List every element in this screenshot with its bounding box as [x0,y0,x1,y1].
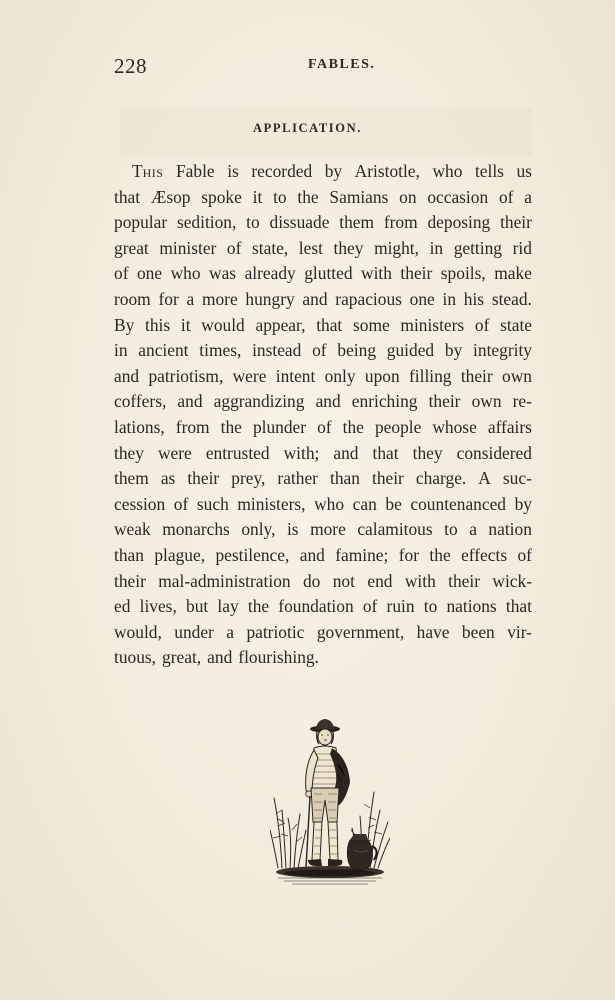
body-line: This Fable is recorded by Aristotle, who tells us [132,161,532,181]
body-line: their mal-administration do not end with their wick- [114,570,532,591]
body-line: would, under a patriotic government, have been vir- [114,621,532,642]
woodcut-figure-with-jug-icon [270,718,390,886]
body-line: By this it would appear, that some ministers of state [114,314,532,335]
body-line: that Æsop spoke it to the Samians on occasion of a [114,186,532,207]
running-head [114,54,514,78]
body-line: cession of such ministers, who can be countenanced by [114,493,532,514]
body-line: popular sedition, to dissuade them from deposing their [114,212,532,233]
section-title: APPLICATION. [253,121,362,135]
body-line: than plague, pestilence, and famine; for the effects of [114,544,532,565]
body-line: them as their prey, rather than their charge. A suc- [114,468,532,489]
body-line: they were entrusted with; and that they considered [114,442,532,463]
body-text [114,159,532,671]
body-line: weak monarchs only, is more calamitous to a nation [114,519,532,540]
page-number: 228 [114,54,147,78]
running-title: FABLES. [308,57,376,72]
body-line: lations, from the plunder of the people whose affairs [114,416,532,437]
body-line: great minister of state, lest they might, in getting rid [114,237,532,258]
body-line: ed lives, but lay the foundation of ruin to nations that [114,596,532,617]
body-line: tuous, great, and flourishing. [114,647,319,668]
body-line: coffers, and aggrandizing and enriching their own re- [114,391,532,412]
body-line: and patriotism, were intent only upon filling their own [114,365,532,386]
body-line: room for a more hungry and rapacious one in his stead. [114,288,532,309]
body-line: in ancient times, instead of being guided by integrity [114,340,532,361]
body-line: of one who was already glutted with their spoils, make [114,263,532,284]
